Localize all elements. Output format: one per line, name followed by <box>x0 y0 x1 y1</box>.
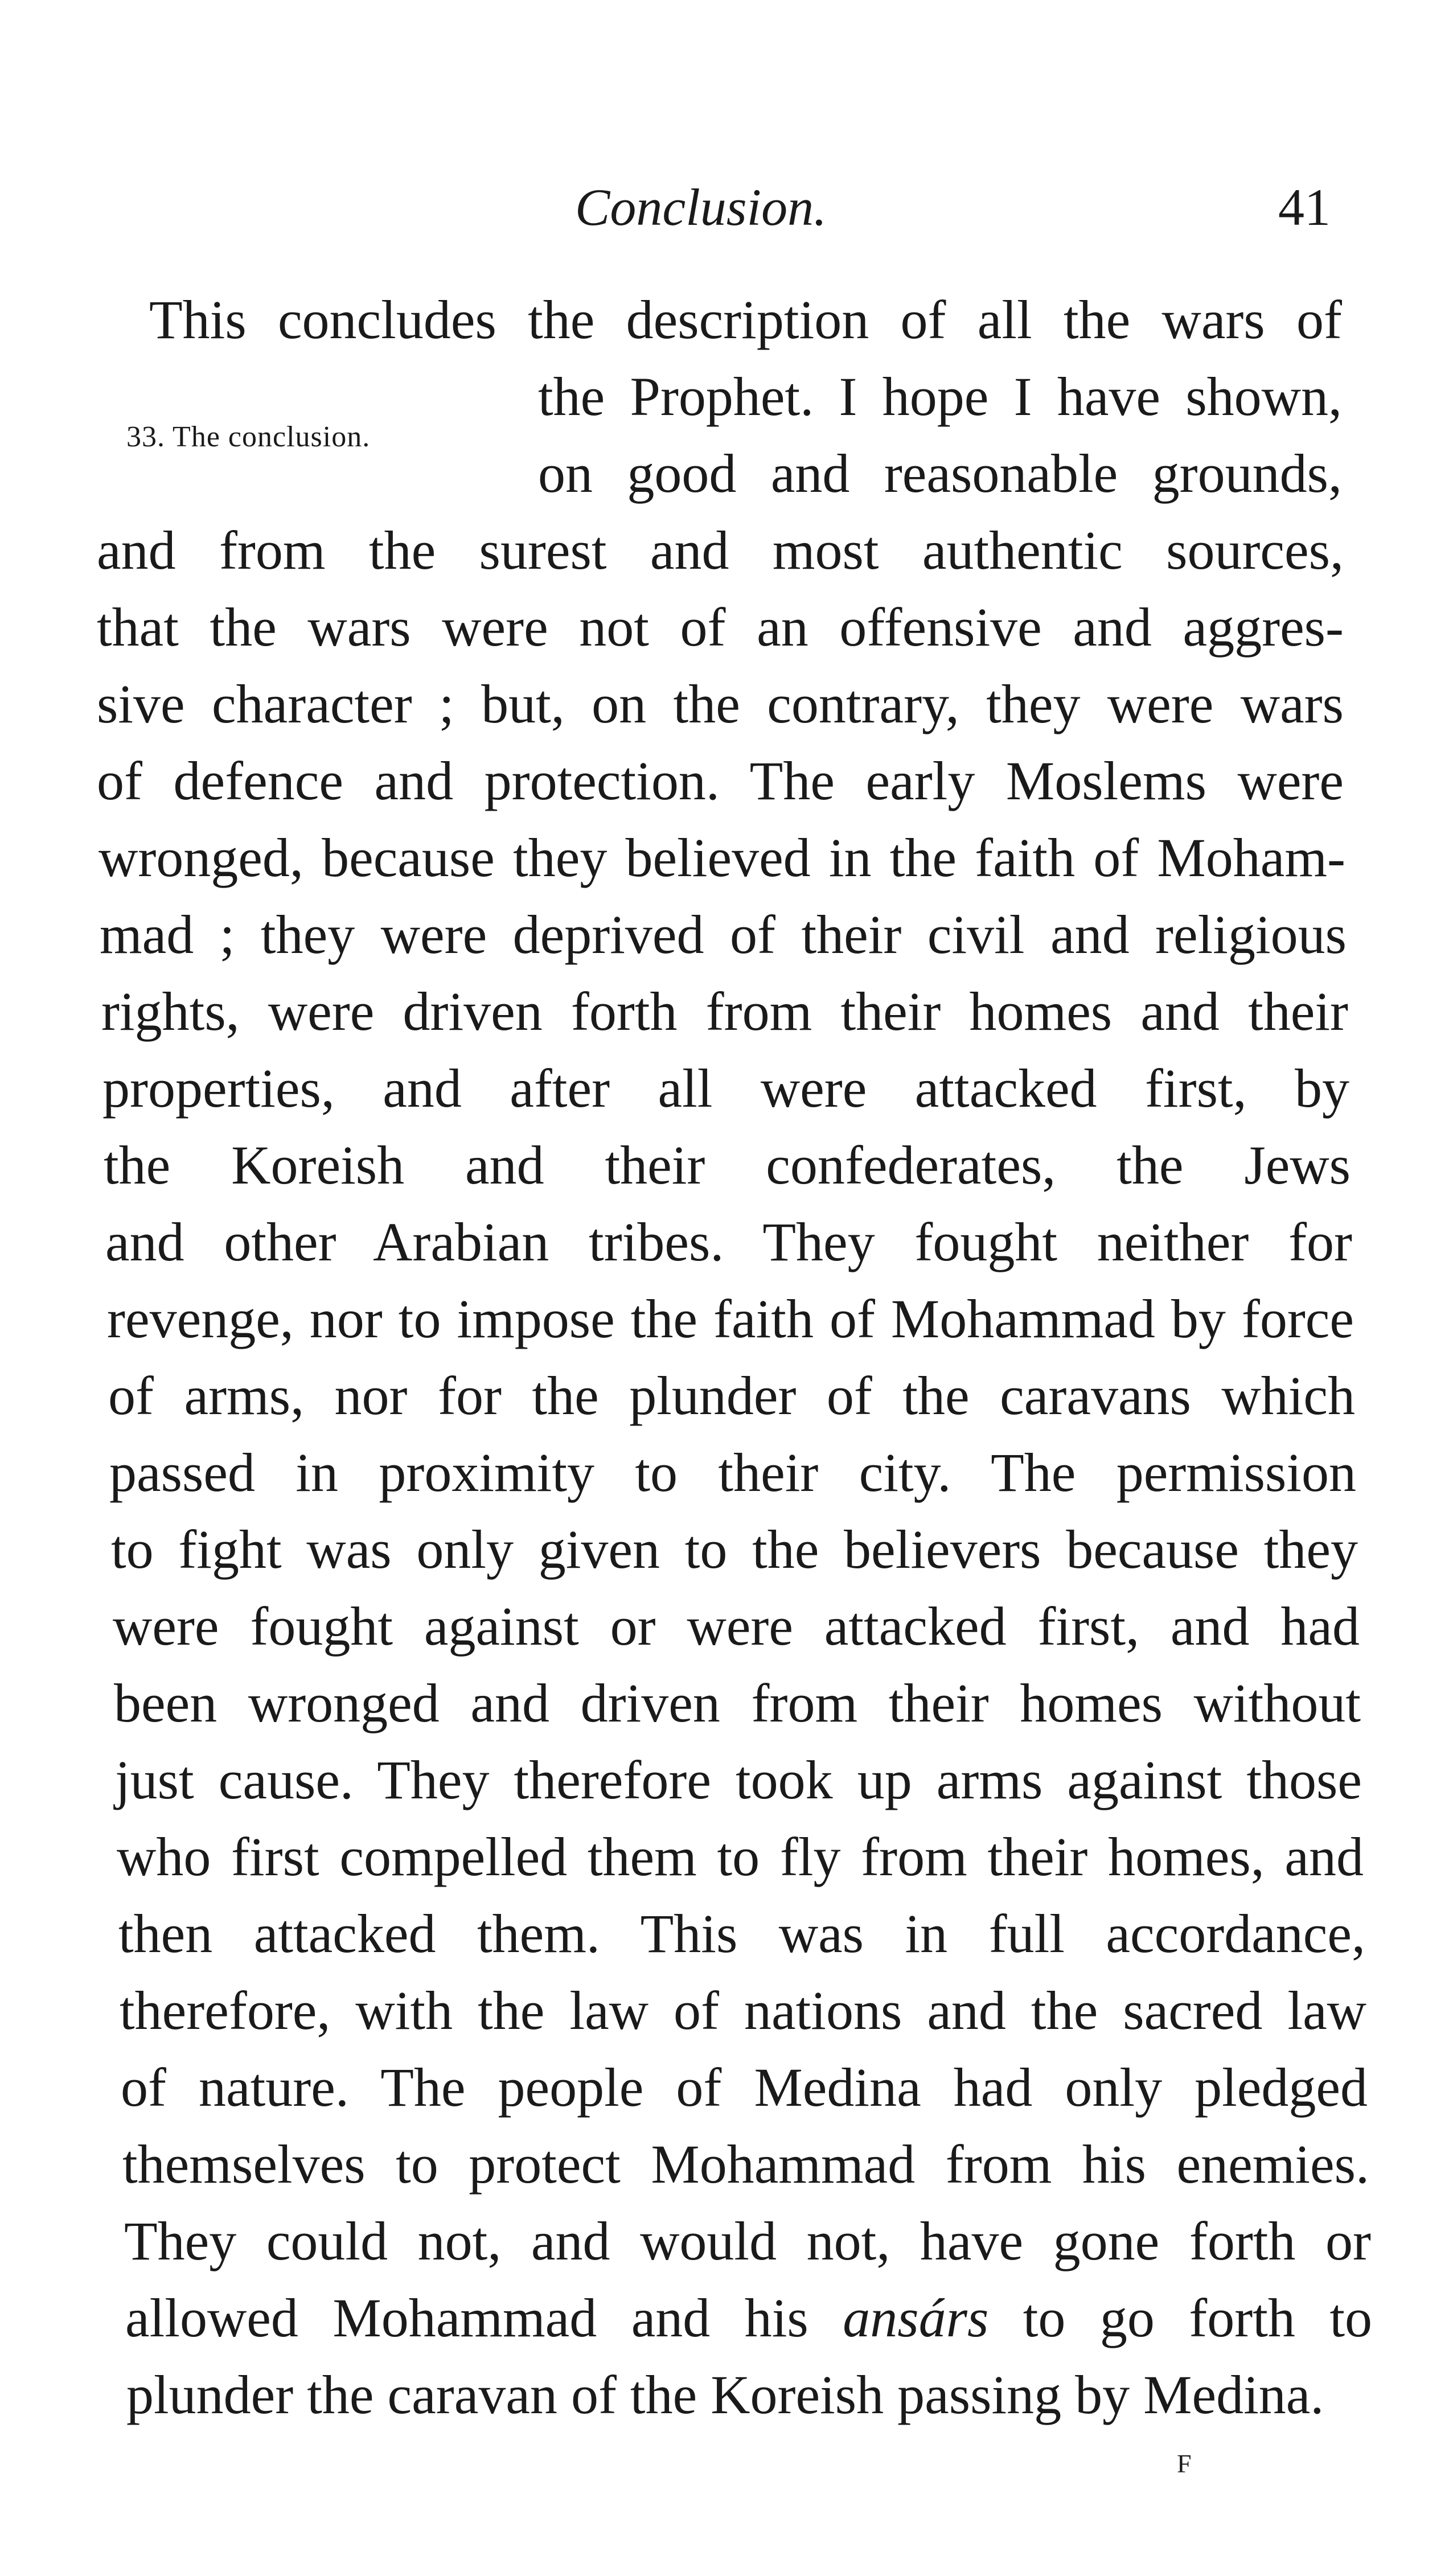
body-line: to fight was only given to the believers because they <box>111 1519 1358 1580</box>
body-line: and other Arabian tribes. They fought neither for <box>105 1211 1352 1272</box>
body-line-text: allowed Mohammad and his <box>125 2287 843 2348</box>
body-line: sive character ; but, on the contrary, they were wars <box>97 673 1344 734</box>
body-line: mad ; they were deprived of their civil and religious <box>100 904 1347 965</box>
body-line: They could not, and would not, have gone forth or <box>124 2211 1371 2271</box>
body-line: just cause. They therefore took up arms against those <box>115 1749 1362 1810</box>
italic-term: ansárs <box>843 2287 989 2348</box>
body-line: on good and reasonable grounds, <box>538 443 1342 504</box>
page-number: 41 <box>1278 178 1331 236</box>
body-line: the Koreish and their confederates, the Jews <box>104 1135 1351 1195</box>
body-line: themselves to protect Mohammad from his enemies. <box>122 2134 1369 2195</box>
body-last-line: plunder the caravan of the Koreish passing by Medina. <box>126 2364 1324 2425</box>
body-line: wronged, because they believed in the faith of Moham- <box>98 827 1345 888</box>
body-line: This concludes the description of all the wars of <box>149 289 1342 350</box>
body-line: rights, were driven forth from their homes and their <box>101 981 1348 1042</box>
body-line: the Prophet. I hope I have shown, <box>538 366 1342 427</box>
body-line: were fought against or were attacked first, and had <box>113 1596 1360 1657</box>
body-line: properties, and after all were attacked first, by <box>102 1058 1349 1119</box>
body-line: that the wars were not of an offensive and aggres- <box>97 597 1344 658</box>
body-line-with-italic <box>125 2284 1372 2352</box>
body-line: of nature. The people of Medina had only pledged <box>121 2057 1368 2118</box>
body-line: of defence and protection. The early Moslems were <box>97 750 1344 811</box>
body-line: been wronged and driven from their homes without <box>114 1673 1361 1733</box>
body-line: of arms, nor for the plunder of the caravans which <box>108 1365 1355 1426</box>
body-line: passed in proximity to their city. The permission <box>109 1442 1356 1503</box>
body-line: revenge, nor to impose the faith of Mohammad by force <box>107 1288 1354 1349</box>
body-line: who first compelled them to fly from their homes, and <box>117 1826 1364 1887</box>
margin-note: 33. The conclusion. <box>126 421 371 453</box>
body-line: and from the surest and most authentic sources, <box>97 520 1344 581</box>
body-line: then attacked them. This was in full accordance, <box>118 1903 1365 1964</box>
running-head-title: Conclusion. <box>575 178 827 236</box>
body-line: therefore, with the law of nations and the sacred law <box>120 1980 1366 2041</box>
signature-mark: F <box>1177 2449 1192 2478</box>
body-line-text: to go forth to <box>988 2287 1373 2348</box>
